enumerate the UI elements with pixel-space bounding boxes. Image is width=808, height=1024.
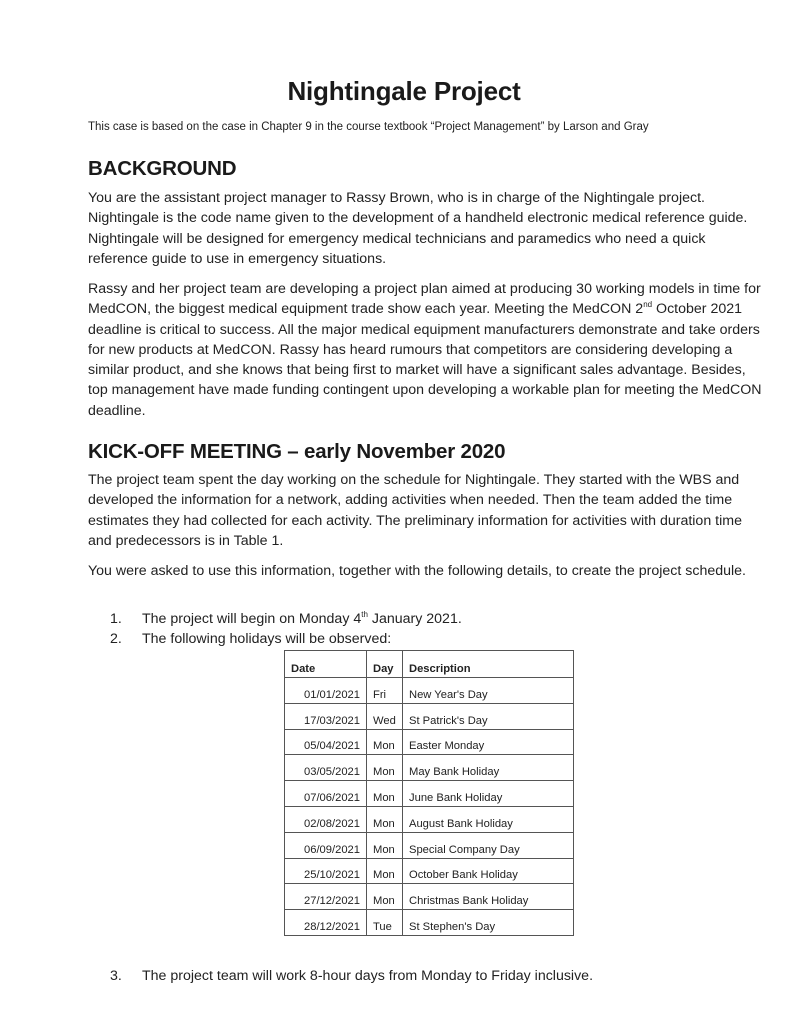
date-cell: 03/05/2021 xyxy=(285,755,367,781)
list-item: 3. The project team will work 8-hour days from Monday to Friday inclusive. xyxy=(110,968,594,984)
date-cell: 05/04/2021 xyxy=(285,729,367,755)
kickoff-heading: KICK-OFF MEETING – early November 2020 xyxy=(88,440,506,463)
date-cell: 06/09/2021 xyxy=(285,832,367,858)
description-cell: St Patrick's Day xyxy=(403,703,574,729)
kickoff-paragraph-2: You were asked to use this information, together with the following details, to create the project schedule. xyxy=(88,563,746,579)
day-cell: Mon xyxy=(367,755,403,781)
background-paragraph-1: You are the assistant project manager to Rassy Brown, who is in charge of the Nightingale project. Nightingale is the code name given to the development of a handheld electronic medical reference guide. Nightingale will be designed for emergency medical technicians and paramedics who need a quick reference guide to use in emergency situations. xyxy=(88,190,748,267)
table-row xyxy=(285,806,574,832)
list-item: 2. The following holidays will be observed: xyxy=(110,631,392,647)
date-cell: 02/08/2021 xyxy=(285,806,367,832)
holidays-table xyxy=(284,650,574,936)
background-heading: BACKGROUND xyxy=(88,157,237,180)
description-cell: Special Company Day xyxy=(403,832,574,858)
table-row xyxy=(285,910,574,936)
description-cell: October Bank Holiday xyxy=(403,858,574,884)
day-cell: Wed xyxy=(367,703,403,729)
day-cell: Tue xyxy=(367,910,403,936)
day-cell: Fri xyxy=(367,678,403,704)
description-cell: St Stephen's Day xyxy=(403,910,574,936)
description-cell: May Bank Holiday xyxy=(403,755,574,781)
column-header-day: Day xyxy=(367,651,403,678)
date-cell: 28/12/2021 xyxy=(285,910,367,936)
kickoff-paragraph-1: The project team spent the day working on the schedule for Nightingale. They started with the WBS and developed the information for a network, adding activities when needed. Then the team added the time estimates they had collected for each activity. The preliminary information for activities with duration time and predecessors is in Table 1. xyxy=(88,472,742,549)
day-cell: Mon xyxy=(367,832,403,858)
table-row xyxy=(285,858,574,884)
day-cell: Mon xyxy=(367,781,403,807)
day-cell: Mon xyxy=(367,806,403,832)
date-cell: 27/12/2021 xyxy=(285,884,367,910)
day-cell: Mon xyxy=(367,729,403,755)
page-subtitle: This case is based on the case in Chapter 9 in the course textbook “Project Management” by Larson and Gray xyxy=(88,121,649,133)
table-row xyxy=(285,729,574,755)
list-item: 1. The project will begin on Monday 4th January 2021. xyxy=(110,610,462,627)
date-cell: 25/10/2021 xyxy=(285,858,367,884)
description-cell: June Bank Holiday xyxy=(403,781,574,807)
description-cell: Christmas Bank Holiday xyxy=(403,884,574,910)
table-row xyxy=(285,755,574,781)
table-row xyxy=(285,678,574,704)
table-row xyxy=(285,832,574,858)
column-header-date: Date xyxy=(285,651,367,678)
date-cell: 01/01/2021 xyxy=(285,678,367,704)
date-cell: 07/06/2021 xyxy=(285,781,367,807)
description-cell: New Year's Day xyxy=(403,678,574,704)
table-row xyxy=(285,781,574,807)
day-cell: Mon xyxy=(367,884,403,910)
table-row xyxy=(285,884,574,910)
table-header-row xyxy=(285,651,574,678)
description-cell: August Bank Holiday xyxy=(403,806,574,832)
table-row xyxy=(285,703,574,729)
column-header-description: Description xyxy=(403,651,574,678)
description-cell: Easter Monday xyxy=(403,729,574,755)
background-paragraph-2: Rassy and her project team are developing a project plan aimed at producing 30 working models in time for MedCON, the biggest medical equipment trade show each year. Meeting the MedCON 2nd October 2021 deadline is critical to success. All the major medical equipment manufacturers demonstrate and take orders for new products at MedCON. Rassy has heard rumours that competitors are considering developing a similar product, and she knows that being first to market will have a significant sales advantage. Besides, top management have made funding contingent upon developing a workable plan for meeting the MedCON deadline. xyxy=(88,281,762,419)
day-cell: Mon xyxy=(367,858,403,884)
page-title: Nightingale Project xyxy=(287,76,521,106)
date-cell: 17/03/2021 xyxy=(285,703,367,729)
